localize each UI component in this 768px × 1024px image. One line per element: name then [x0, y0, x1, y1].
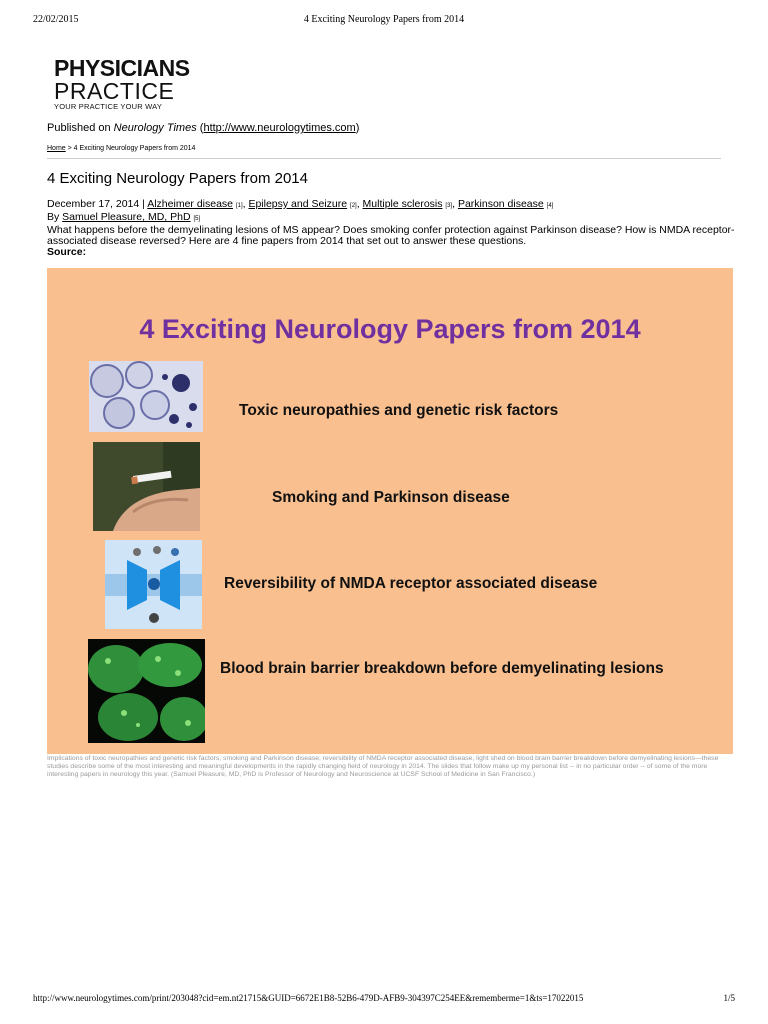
- tag-link-epilepsy[interactable]: Epilepsy and Seizure: [248, 198, 348, 210]
- tag-ref: [2]: [350, 203, 357, 209]
- logo-line2: PRACTICE: [54, 78, 175, 104]
- published-on-line: [47, 122, 359, 134]
- nmda-receptor-thumbnail: [105, 540, 202, 629]
- print-page-number: 1/5: [723, 993, 735, 1003]
- print-title: 4 Exciting Neurology Papers from 2014: [303, 14, 465, 25]
- article-intro: What happens before the demyelinating lesions of MS appear? Does smoking confer protection against Parkinson disease? How is NMDA receptor-associated disease reversed? Here are 4 fine papers from 2014 that set out to answer these questions.: [47, 224, 735, 247]
- published-prefix: Published on: [47, 122, 114, 134]
- published-site: Neurology Times: [113, 122, 197, 134]
- print-url: http://www.neurologytimes.com/print/203048?cid=em.nt21715&GUID=6672E1B8-52B6-479D-AFB9-304397C254EE&rememberme=1&ts=17022015: [33, 993, 584, 1003]
- byline-prefix: By: [47, 211, 63, 223]
- physicians-practice-logo[interactable]: [54, 56, 224, 112]
- breadcrumb: [47, 145, 195, 152]
- logo-line1: PHYSICIANS: [54, 55, 190, 81]
- slide-item-3: Reversibility of NMDA receptor associated disease: [224, 575, 598, 592]
- logo-tagline: YOUR PRACTICE YOUR WAY: [54, 102, 163, 111]
- article-title: 4 Exciting Neurology Papers from 2014: [47, 170, 308, 187]
- author-link[interactable]: Samuel Pleasure, MD, PhD: [62, 211, 191, 223]
- source-label: Source:: [47, 246, 87, 258]
- slide-title: 4 Exciting Neurology Papers from 2014: [139, 314, 641, 344]
- author-ref: [5]: [193, 216, 201, 222]
- print-header: [0, 14, 768, 30]
- tag-link-alzheimer[interactable]: Alzheimer disease: [147, 198, 234, 210]
- tag-ref: [3]: [445, 203, 453, 209]
- tag-link-ms[interactable]: Multiple sclerosis: [362, 198, 443, 210]
- print-date: 22/02/2015: [33, 14, 79, 25]
- tag-link-parkinson[interactable]: Parkinson disease: [457, 198, 544, 210]
- published-open: (: [196, 122, 204, 134]
- slide-item-2: Smoking and Parkinson disease: [272, 489, 510, 506]
- breadcrumb-current: > 4 Exciting Neurology Papers from 2014: [65, 145, 196, 152]
- image-caption: Implications of toxic neuropathies and genetic risk factors, smoking and Parkinson disease, reversibility of NMDA receptor associated disease, light shed on blood brain barrier breakdown before demyelinating lesions—these studies describe some of the most interesting and meaningful developments in the rapidly changing field of neurology in 2014. The slides that follow make up my personal list -- in no particular order -- of some of the more interesting papers in neurology this year. (Samuel Pleasure, MD, PhD is Professor of Neurology and Neuroscience at UCSF School of Medicine in San Francisco.): [47, 755, 719, 778]
- published-close: ): [355, 122, 360, 134]
- article-date: December 17, 2014 |: [47, 198, 148, 210]
- slide-image: [47, 268, 733, 754]
- histology-thumbnail: [89, 361, 203, 432]
- slide-item-4: Blood brain barrier breakdown before demyelinating lesions: [220, 660, 664, 677]
- breadcrumb-home-link[interactable]: Home: [47, 145, 66, 152]
- smoking-thumbnail: [93, 442, 200, 531]
- article-meta: December 17, 2014 | Alzheimer disease [1], Epilepsy and Seizure [2], Multiple sclerosis [3], Parkinson disease [4] By Samuel Pleasure, MD, PhD [5] What happens before the demyelinating lesions of MS appear? Does smoking confer protection against Parkinson disease? How is NMDA receptor-associated disease reversed? Here are 4 fine papers from 2014 that set out to answer these questions. Source:: [47, 198, 735, 258]
- microscopy-thumbnail: [88, 639, 205, 743]
- tag-ref: [1]: [235, 203, 243, 209]
- header-divider: [47, 158, 721, 159]
- published-url-link[interactable]: http://www.neurologytimes.com: [203, 122, 356, 134]
- slide-item-1: Toxic neuropathies and genetic risk factors: [239, 402, 559, 419]
- tag-ref: [4]: [546, 203, 554, 209]
